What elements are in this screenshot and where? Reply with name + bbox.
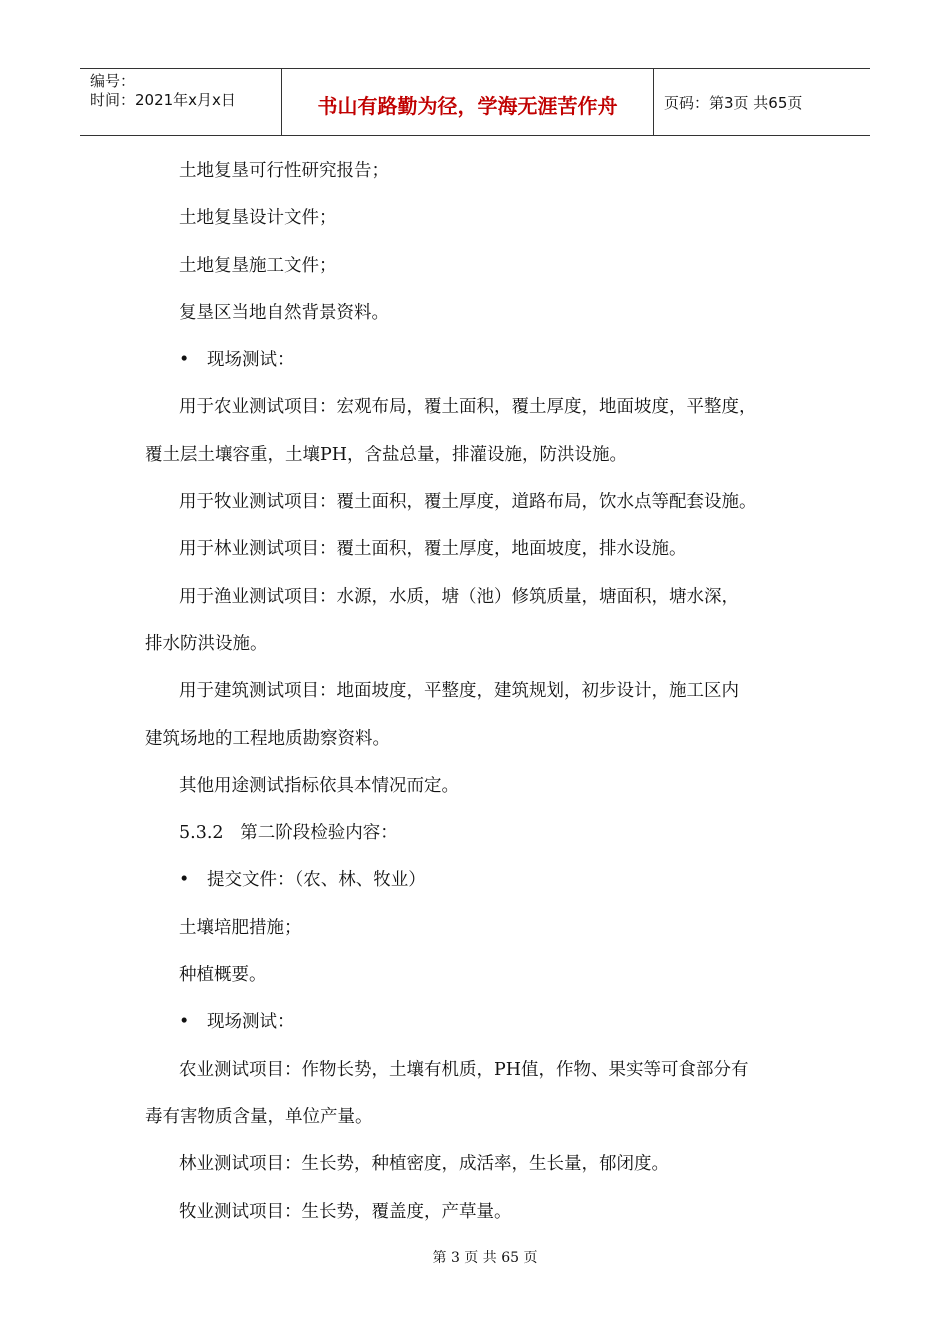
- paragraph-continuation: 毒有害物质含量，单位产量。: [145, 1106, 373, 1127]
- paragraph: 土地复垦可行性研究报告；: [179, 161, 389, 181]
- section-heading: 5.3.2 第二阶段检验内容：: [179, 823, 398, 844]
- bullet-item: [145, 345, 805, 392]
- paragraph: 用于牧业测试项目：覆土面积，覆土厚度，道路布局，饮水点等配套设施。: [179, 492, 757, 513]
- bullet-icon: •: [179, 350, 190, 371]
- paragraph: 牧业测试项目：生长势，覆盖度，产草量。: [179, 1201, 512, 1222]
- paragraph: 土地复垦设计文件；: [179, 208, 337, 229]
- header-motto: 书山有路勤为径，学海无涯苦作舟: [282, 69, 654, 135]
- header-meta-cell: [80, 69, 282, 135]
- document-number-label: 编号：: [90, 72, 136, 90]
- paragraph: 用于渔业测试项目：水源，水质，塘（池）修筑质量，塘面积，塘水深，: [179, 586, 739, 607]
- paragraph: 复垦区当地自然背景资料。: [179, 302, 389, 323]
- page-footer: 第 3 页 共 65 页: [432, 1250, 538, 1266]
- bullet-item: [145, 1007, 805, 1054]
- paragraph: 其他用途测试指标依具本情况而定。: [179, 775, 459, 796]
- paragraph-continuation: 排水防洪设施。: [145, 633, 268, 654]
- header-page-info: 页码：第3页 共65页: [664, 93, 803, 112]
- bullet-text: 提交文件：（农、林、牧业）: [207, 870, 426, 891]
- document-time-label: 时间：2021年x月x日: [90, 91, 236, 109]
- paragraph: 用于农业测试项目：宏观布局，覆土面积，覆土厚度，地面坡度，平整度，: [179, 397, 757, 418]
- paragraph-continuation: 建筑场地的工程地质勘察资料。: [145, 728, 390, 749]
- bullet-icon: •: [179, 870, 190, 891]
- paragraph-continuation: 覆土层土壤容重，土壤PH，含盐总量，排灌设施，防洪设施。: [145, 444, 628, 465]
- paragraph: 土地复垦施工文件；: [179, 255, 337, 276]
- page-header: [80, 68, 870, 136]
- paragraph: 农业测试项目：作物长势，土壤有机质，PH值，作物、果实等可食部分有: [179, 1059, 749, 1080]
- bullet-icon: •: [179, 1012, 190, 1033]
- paragraph: 林业测试项目：生长势，种植密度，成活率，生长量，郁闭度。: [179, 1154, 669, 1175]
- paragraph: 种植概要。: [179, 965, 267, 986]
- document-body: [145, 156, 805, 1244]
- bullet-text: 现场测试：: [207, 1012, 295, 1033]
- paragraph: 用于林业测试项目：覆土面积，覆土厚度，地面坡度，排水设施。: [179, 539, 687, 560]
- bullet-text: 现场测试：: [207, 350, 295, 371]
- bullet-item: [145, 865, 805, 912]
- paragraph: 用于建筑测试项目：地面坡度，平整度，建筑规划，初步设计，施工区内: [179, 681, 739, 702]
- paragraph: 土壤培肥措施；: [179, 917, 302, 938]
